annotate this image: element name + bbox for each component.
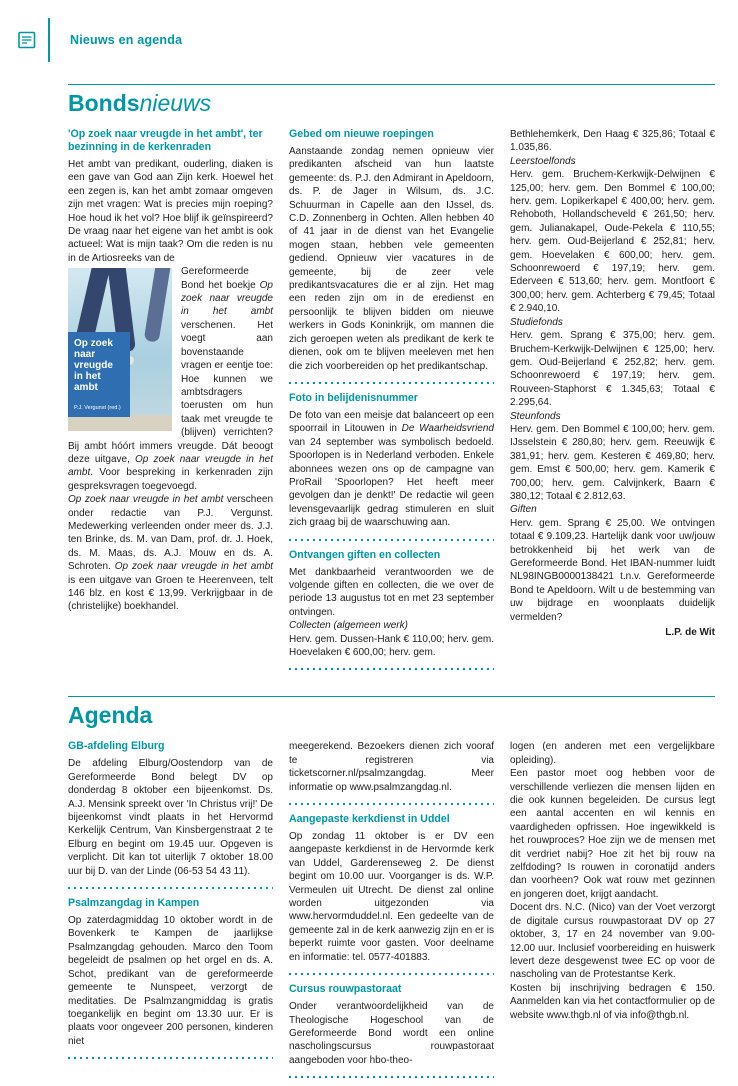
agenda-column-2 (289, 740, 494, 1086)
fund-text-steunfonds: Herv. gem. Den Bommel € 100,00; herv. gem. IJsselstein € 280,80; herv. gem. Reeuwijk € 381,91; herv. gem. Kesteren € 469,80; herv. gem. Emst € 500,00; herv. gem. Kamerik € 700,00; herv. gem. Calvijnkerk, Baarn € 380,12; Totaal € 2.812,63. (510, 423, 715, 502)
article-paragraph: Docent drs. N.C. (Nico) van der Voet verzorgt de digitale cursus rouwpastoraat DV op 27 oktober, 3, 17 en 24 november van 9.00-12.00 uur. Inclusief voorbereiding en huiswerk levert deze desgewenst twee EC op voor de nascholing van de Protestantse Kerk. (510, 902, 715, 981)
book-title-line: in het ambt (74, 371, 101, 394)
article-heading-uddel: Aangepaste kerkdienst in Uddel (289, 813, 450, 826)
bondsnieuws-title (68, 90, 715, 116)
article-heading-elburg: GB-afdeling Elburg (68, 740, 165, 753)
book-title-line: vreugde (74, 360, 113, 372)
book-cover-photo-shape (68, 415, 172, 431)
article-heading-foto: Foto in belijdenisnummer (289, 391, 418, 404)
article-paragraph: logen (en anderen met een vergelijkbare opleiding). (510, 741, 715, 766)
page-content (68, 84, 715, 1086)
article-heading-vreugde-ambt: 'Op zoek naar vreugde in het ambt', ter bezinning in de kerkenraden (68, 128, 263, 153)
bondsnieuws-section (68, 84, 715, 678)
dotted-divider (289, 668, 494, 670)
agenda-section (68, 696, 715, 1086)
article-paragraph: De foto van een meisje dat balanceert op een spoorrail in Litouwen in De Waarheidsvriend van 24 september was symbolisch bedoeld. Spoorlopen is in Nederland verboden. Enkele abonnees wezen ons op de campagne van ProRail 'Spoorlopen? Het heeft meer gevolgen dan je denkt!' De redactie wil geen levensgevaarlijk gedrag stimuleren en sluit zich graag bij de waarschuwing aan. (289, 409, 494, 529)
article-paragraph: Kosten bij inschrijving bedragen € 150. Aanmelden kan via het contactformulier op de website www.thgb.nl of via info@thgb.nl. (510, 982, 715, 1021)
dotted-divider (289, 973, 494, 975)
article-paragraph: Op zondag 11 oktober is er DV een aangepaste kerkdienst in de Hervormde kerk van Uddel, Garderenseweg 2. De dienst begint om 10.00 uur. Voorganger is ds. W.P. Vermeulen uit Utrecht. De dienst zal online worden uitgezonden via www.hervormduddel.nl. Een gedeelte van de gemeente zal in de kerk aanwezig zijn en er is beperkt ruimte voor gasten. Voor deelname en informatie: tel. 0577-401883. (289, 831, 494, 963)
article-paragraph: De afdeling Elburg/Oostendorp van de Gereformeerde Bond belegt DV op donderdag 8 oktober een bijeenkomst. Ds. A.J. Mensink spreekt over 'In Christus vrij!' De bijeenkomst vindt plaats in het Hervormd Kerkelijk Centrum, Van Kinsbergenstraat 2 te Elburg en begint om 19.45 uur. Opgeven is verplicht. Dit kan tot uiterlijk 7 oktober 18.00 uur bij D. van der Linde (06-53 54 43 11). (68, 758, 273, 877)
fund-label-giften: Giften (510, 504, 537, 516)
article-paragraph: Een pastor moet oog hebben voor de verschillende verliezen die mensen lijden en die ook kunnen begeleiden. De cursus legt een aantal accenten en wil kennis en vaardigheden opfrissen. Hoe ingewikkeld is het rouwproces? Hoe zijn we de mensen met dit verdriet nabij? Hoe zit het bij rouw na zelfdoding? Is rouwen in coronatijd anders dan voorheen? Ook wat rouw met gezinnen en jongeren doet, krijgt aandacht. (510, 768, 715, 900)
dotted-divider (289, 539, 494, 541)
fund-text-leerstoelfonds: Herv. gem. Bruchem-Kerkwijk-Delwijnen € 125,00; herv. gem. Den Bommel € 100,00; herv. gem. Lopikerkapel € 400,00; herv. gem. Rehoboth, Hollandscheveld € 261,50; herv. gem. Julianakapel, Oude-Pekela € 110,55; herv. gem. Oud-Beijerland € 252,81; herv. gem. Hoevelaken € 600,00; herv. gem. Schoonrewoerd € 197,19; herv. gem. Ederveen € 513,60; herv. gem. Montfoort € 300,00; herv. gem. Achterberg € 79,45; Totaal € 2.940,10. (510, 169, 715, 315)
dotted-divider (289, 382, 494, 384)
agenda-title: Agenda (68, 702, 153, 729)
bonds-column-1 (68, 128, 273, 678)
newspaper-icon (16, 29, 38, 51)
author-signature: L.P. de Wit (665, 627, 715, 639)
article-heading-rouwpastoraat: Cursus rouwpastoraat (289, 983, 402, 996)
bondsnieuws-columns (68, 128, 715, 678)
header-divider (48, 18, 50, 62)
book-title-line: naar (74, 349, 96, 361)
dotted-divider (289, 803, 494, 805)
dotted-divider (68, 1057, 273, 1059)
book-cover-title-box (68, 332, 130, 417)
article-paragraph: Op zoek naar vreugde in het ambt verscheen onder redactie van P.J. Vergunst. Medewerking verleenden onder meer ds. J.J. ten Brinke, ds. M. van Dam, prof. dr. J. Hoek, ds. M. Maas, ds. A.J. Mouw en ds. A. Schroten. Op zoek naar vreugde in het ambt is een uitgave van Groen te Heerenveen, telt 146 blz. en kost € 13,99. Verkrijgbaar in de (christelijke) boekhandel. (68, 494, 274, 613)
article-paragraph: Het ambt van predikant, ouderling, diaken is een gave van God aan Zijn kerk. Hoewel het een zegen is, kan het ambt zomaar omgeven zijn met vragen: Wat is precies mijn roeping? Hoe houd ik het vol? Hoe blijf ik geïnspireerd? De vraag naar het eigene van het ambt is ook actueel: Wat is mijn taak? Om die reden is nu in de Artiosreeks van de (68, 159, 273, 264)
article-paragraph: Herv. gem. Dussen-Hank € 110,00; herv. gem. Hoevelaken € 600,00; herv. gem. (289, 633, 494, 658)
book-cover-photo-shape (144, 268, 172, 343)
bonds-column-2 (289, 128, 494, 678)
bonds-column-3 (510, 128, 715, 678)
dotted-divider (68, 887, 273, 889)
agenda-column-3 (510, 740, 715, 1086)
fund-label-collecten: Collecten (algemeen werk) (289, 620, 408, 632)
article-paragraph: Op zaterdagmiddag 10 oktober wordt in de Bovenkerk te Kampen de jaarlijkse Psalmzangdag gehouden. Marco den Toom begeleidt de psalmen op het orgel en ds. A. Schot, predikant van de gereformeerde gemeente te Nunspeet, verzorgt de meditaties. De Psalmzangmiddag is gratis toegankelijk en begint om 13.30 uur. Er is plaats voor ongeveer 200 personen, kinderen niet (68, 915, 273, 1047)
article-heading-roepingen: Gebed om nieuwe roepingen (289, 128, 434, 140)
fund-text-giften: Herv. gem. Sprang € 25,00. We ontvingen totaal € 9.109,23. Hartelijk dank voor uw/jouw betrokkenheid bij het werk van de Gereformeerde Bond. Het IBAN-nummer luidt NL98INGB0000138421 t.n.v. Gereformeerde Bond te Apeldoorn. Wilt u de bestemming van uw bijdrage en woonplaats duidelijk vermelden? (510, 517, 715, 623)
page-header (16, 18, 182, 62)
article-paragraph: Aanstaande zondag nemen opnieuw vier predikanten afscheid van hun laatste gemeente: ds. P.J. den Admirant in Apeldoorn, ds. P. de Jager in Wilsum, ds. J.C. Schuurman in Capelle aan den IJssel, ds. C.D. Zonnenberg in Ochten. Allen hebben 40 of 41 jaar in de dienst van het Evangelie mogen staan, hebben vele gemeenten gediend. Opnieuw vier vacatures in de gemeente, bij de zeer vele predikantsvacatures die er al zijn. Het mag een reden zijn om in de eredienst en persoonlijk te blijven bidden om nieuwe werkers in Gods Koninkrijk, om mannen die zich geroepen weten als predikant de kerk te dienen, ook om te blijven meeleven met hen die zich voorbereiden op het predikantschap. (289, 146, 494, 372)
article-paragraph: meegerekend. Bezoekers dienen zich vooraf te registreren via ticketscorner.nl/psalmzangdag. Meer informatie op www.psalmzangdag.nl. (289, 741, 494, 793)
fund-label-studiefonds: Studiefonds (510, 316, 563, 328)
article-paragraph: Met dankbaarheid verantwoorden we de volgende giften en collecten, die we over de periode 13 augustus tot en met 23 september ontvingen. (289, 566, 494, 618)
fund-label-steunfonds: Steunfonds (510, 410, 561, 422)
article-heading-psalmzangdag: Psalmzangdag in Kampen (68, 897, 200, 910)
bondsnieuws-title-italic: nieuws (139, 90, 212, 116)
section-label: Nieuws en agenda (70, 33, 183, 47)
fund-text-studiefonds: Herv. gem. Sprang € 375,00; herv. gem. Bruchem-Kerkwijk-Delwijnen € 125,00; herv. gem. Oud-Beijerland € 252,82; herv. gem. Schoonrewoerd € 197,19; herv. gem. Rouveen-Staphorst € 1.345,63; Totaal € 2.295,64. (510, 330, 715, 409)
article-heading-giften: Ontvangen giften en collecten (289, 548, 441, 561)
dotted-divider (289, 1076, 494, 1078)
book-cover-image (68, 268, 172, 431)
book-title-line: Op zoek (74, 338, 113, 350)
article-paragraph: Bethlehemkerk, Den Haag € 325,86; Totaal € 1.035,86. (510, 129, 715, 154)
article-paragraph: Onder verantwoordelijkheid van de Theologische Hogeschool van de Gereformeerde Bond wordt een online nascholingscursus rouwpastoraat aangeboden voor hbo-theo- (289, 1001, 494, 1066)
book-author: P.J. Vergunst (red.) (74, 405, 121, 412)
agenda-columns (68, 740, 715, 1086)
agenda-column-1 (68, 740, 273, 1086)
article-paragraph: Gereformeerde Bond het boekje Op zoek naar vreugde in het ambt verschenen. Het voegt aan bovenstaande vragen er eentje toe: Hoe kunnen we ambtsdragers toerusten om hun taak met vreugde te (blijven) verrichten? Bij ambt hóórt immers vreugde. Dát beoogt deze uitgave, Op zoek naar vreugde in het ambt. Voor bespreking in kerkenraden zijn gespreksvragen toegevoegd. (68, 266, 273, 492)
fund-label-leerstoelfonds: Leerstoelfonds (510, 155, 576, 167)
bondsnieuws-title-bold: Bonds (68, 90, 140, 116)
